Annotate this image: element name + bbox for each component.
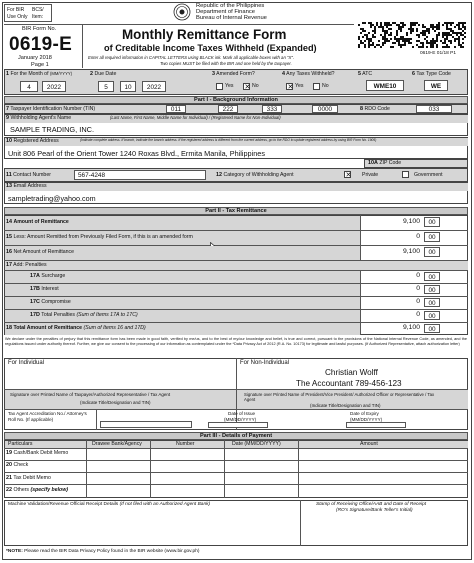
agent-name-note: (Last Name, First Name, Middle Name for Individual) / (Registered Name for Non-Individual) <box>110 115 281 120</box>
sig-ind-caption-2: (Indicate Title/Designation and TIN) <box>80 400 151 405</box>
item-10a-label: 10A ZIP Code <box>368 160 402 166</box>
form-title: Monthly Remittance Form <box>122 27 287 42</box>
for-nonindividual-label: For Non-Individual <box>240 360 290 366</box>
item-17b-label: 17B Interest <box>30 286 59 292</box>
amount-15[interactable]: 0 <box>416 233 420 240</box>
tax-type-code-field[interactable]: WE <box>424 80 448 91</box>
agency-line-1: Republic of the Philippines <box>196 3 265 9</box>
amended-yes-label: Yes <box>225 83 234 89</box>
cents-17c[interactable]: 00 <box>424 298 440 307</box>
date-issue-field[interactable] <box>208 422 268 428</box>
instruction-2: Two copies MUST be filed with the BIR and one held by the taxpayer. <box>160 61 292 66</box>
item-4-label: 4 Any Taxes Withheld? <box>282 71 335 77</box>
signer-title[interactable]: The Accountant 789-456-123 <box>296 379 402 388</box>
private-checkbox[interactable] <box>344 171 351 178</box>
item-8-label: 8 RDO Code <box>360 106 390 112</box>
p3-line-2 <box>4 460 468 461</box>
item-13-label: 13 Email Address <box>6 183 47 189</box>
amount-16[interactable]: 9,100 <box>402 248 420 255</box>
cents-17b[interactable]: 00 <box>424 285 440 294</box>
part3-title: Part III - Details of Payment <box>4 432 468 440</box>
item-5-label: 5 ATC <box>358 71 373 77</box>
item-22-label: 22 Others (specify below) <box>6 487 68 493</box>
header-particulars: Particulars <box>8 441 33 447</box>
header-drawee-bank: Drawee Bank/Agency <box>92 441 142 447</box>
item-1-label: 1 For the Month of (MM/YYYY) <box>6 71 73 77</box>
barcode-icon <box>358 22 466 48</box>
page-number: Page 1 <box>31 62 49 68</box>
year-field[interactable]: 2022 <box>42 81 66 92</box>
for-bir-label: For BIR <box>7 7 25 13</box>
address-value[interactable]: Unit 806 Pearl of the Orient Tower 1240 Roxas Blvd., Ermita Manila, Philippines <box>8 149 266 158</box>
p3-line-1 <box>4 448 468 449</box>
accreditation-field[interactable] <box>100 421 192 428</box>
due-year-field[interactable]: 2022 <box>142 81 166 92</box>
withheld-yes-label: Yes <box>295 83 304 89</box>
item-17a-label: 17A Surcharge <box>30 273 66 279</box>
stamp-label: Stamp of Receiving Office/AAB and Date of Receipt <box>316 502 427 507</box>
barcode-caption: 0619-E 01/18 P1 <box>420 51 457 56</box>
agency-line-3: Bureau of Internal Revenue <box>196 15 267 21</box>
header-vdivider <box>82 24 83 68</box>
item-17c-label: 17C Compromise <box>30 299 71 305</box>
stamp-label-2: (RO's Signature/Bank Teller's Initial) <box>336 508 413 513</box>
cents-17d[interactable]: 00 <box>424 311 440 320</box>
item-12-label: 12 Category of Withholding Agent <box>216 172 294 178</box>
private-label: Private <box>362 172 379 178</box>
cents-17a[interactable]: 00 <box>424 272 440 281</box>
header-date: Date (MM/DD/YYYY) <box>232 441 281 447</box>
for-individual-label: For Individual <box>8 360 45 366</box>
cents-16[interactable]: 00 <box>424 247 440 257</box>
item-9-label: 9 Withholding Agent's Name <box>6 115 72 121</box>
item-21-label: 21 Tax Debit Memo <box>6 475 51 481</box>
item-17d-label: 17D Total Penalties (Sum of Items 17A to 17C) <box>30 312 138 318</box>
header-divider <box>4 24 354 25</box>
email-value[interactable]: sampletrading@yahoo.com <box>8 194 96 203</box>
form-number: 0619-E <box>9 34 73 55</box>
item-19-label: 19 Cash/Bank Debit Memo <box>6 450 69 456</box>
item-2-label: 2 Due Date <box>90 71 117 77</box>
sig-line <box>4 389 468 390</box>
bir-use-box <box>4 4 52 22</box>
accr-divider <box>96 409 97 430</box>
due-month-field[interactable]: 5 <box>98 81 114 92</box>
atc-field[interactable]: WME10 <box>366 80 404 91</box>
part2-title: Part II - Tax Remittance <box>4 207 468 215</box>
accr-line <box>4 409 468 410</box>
amount-17d[interactable]: 0 <box>416 311 420 318</box>
accreditation-label: Tax Agent Accreditation No./ Attorney's Roll No. (If applicable) <box>8 411 87 422</box>
item-14-label: 14 Amount of Remittance <box>6 219 69 225</box>
amount-17a[interactable]: 0 <box>416 272 420 279</box>
date-expiry-field[interactable] <box>346 422 406 428</box>
rdo-code-field[interactable]: 033 <box>416 105 452 113</box>
withheld-no-checkbox[interactable] <box>313 83 320 90</box>
government-checkbox[interactable] <box>402 171 409 178</box>
signer-name[interactable]: Christian Wolff <box>325 368 378 377</box>
due-day-field[interactable]: 10 <box>120 81 136 92</box>
amended-no-checkbox[interactable] <box>243 83 250 90</box>
item-6-label: 6 Tax Type Code <box>412 71 451 77</box>
item-18-label: 18 Total Amount of Remittance (Sum of Items 16 and 17D) <box>6 325 146 331</box>
tin-field-1[interactable]: 011 <box>166 105 186 113</box>
date-expiry-label: Date of Expiry <box>350 411 379 416</box>
amount-18[interactable]: 9,100 <box>402 324 420 331</box>
contact-number-field[interactable]: 567-4248 <box>74 170 206 180</box>
bir-seal-icon <box>173 3 191 21</box>
cents-14[interactable]: 00 <box>424 217 440 227</box>
machine-validation-label: Machine Validation/Revenue Official Receipt Details (If not filed with an Authorized Agent Bank) <box>8 502 211 507</box>
p3-line-3 <box>4 472 468 473</box>
cents-15[interactable]: 00 <box>424 232 440 242</box>
amount-17b[interactable]: 0 <box>416 285 420 292</box>
withheld-yes-checkbox[interactable] <box>286 83 293 90</box>
tin-field-4[interactable]: 0000 <box>312 105 338 113</box>
bcs-label: BCS/ <box>32 7 44 13</box>
declaration-text: We declare under the penalties of perjury that this remittance form has been made in good faith, verified by me/us, and to the best of my/our knowledge and belief, is true and correct, pursuant to the provisions of the National Internal Revenue Code, as amended, and the regulations issued under authority thereof. Further, we give our consent to the processing of our information as contemplated under the *Data Privacy Act of 2012 (R.A. No. 10173) for legitimate and lawful purposes. (If Authorized Representative, attach authorization letter) <box>5 337 467 346</box>
withheld-no-label: No <box>322 83 329 89</box>
cents-18[interactable]: 00 <box>424 324 440 333</box>
item-10-label: 10 Registered Address <box>6 138 59 144</box>
row-17-band <box>5 261 468 270</box>
form-number-label: BIR Form No. <box>22 26 57 32</box>
address-note: (Indicate complete address. If branch, indicate the branch address. If the registered address is different from the current address, go to the RDO to update registered address by using BIR Form No. 1905) <box>80 138 377 142</box>
item-7-label: 7 Taxpayer Identification Number (TIN) <box>6 106 96 112</box>
item-20-label: 20 Check <box>6 462 29 468</box>
sig-non-caption: Signature over Printed Name of President/Vice President/ Authorized Officer or Representative / Tax Agent <box>244 392 435 403</box>
date-issue-label: Date of Issue <box>228 411 256 416</box>
footer-divider <box>300 500 301 546</box>
instruction-1: Enter all required information in CAPITAL LETTERS using BLACK ink. Mark all applicable boxes with an "X". <box>88 55 295 60</box>
item-11-label: 11 Contact Number <box>6 172 51 178</box>
privacy-note: *NOTE: Please read the BIR Data Privacy Policy found in the BIR website (www.bir.gov.ph) <box>6 549 200 554</box>
item-17-label: 17 Add: Penalties <box>6 262 47 268</box>
amount-17c[interactable]: 0 <box>416 298 420 305</box>
part1-title: Part I - Background Information <box>4 96 468 104</box>
amount-14[interactable]: 9,100 <box>402 218 420 225</box>
agent-name-value[interactable]: SAMPLE TRADING, INC. <box>10 125 95 134</box>
sig-ind-caption: Signature over Printed Name of Taxpayer/Authorized Representative / Tax Agent <box>10 392 171 397</box>
form-edition: January 2018 <box>18 55 52 61</box>
government-label: Government <box>414 172 443 178</box>
agency-line-2: Department of Finance <box>196 9 255 15</box>
form-subtitle: of Creditable Income Taxes Withheld (Expanded) <box>104 43 317 53</box>
tin-field-2[interactable]: 222 <box>218 105 238 113</box>
use-only-label: Use Only <box>7 14 28 20</box>
month-field[interactable]: 4 <box>20 81 38 92</box>
tin-field-3[interactable]: 333 <box>262 105 282 113</box>
date-issue-format: (MM/DD/YYYY) <box>224 417 257 422</box>
item-15-label: 15 Less: Amount Remitted from Previously Filed Form, if this is an amended form <box>6 234 193 240</box>
sig-non-caption-2: (Indicate Title/Designation and TIN) <box>310 403 381 408</box>
item-16-label: 16 Net Amount of Remittance <box>6 249 75 255</box>
p3-line-4 <box>4 484 468 485</box>
header-amount: Amount <box>360 441 378 447</box>
date-expiry-format: (MM/DD/YYYY) <box>350 417 383 422</box>
item-label: Item: <box>32 14 44 20</box>
row-13-label-band <box>5 183 468 191</box>
item-3-label: 3 Amended Form? <box>212 71 255 77</box>
amended-no-label: No <box>252 83 259 89</box>
amended-yes-checkbox[interactable] <box>216 83 223 90</box>
header-number: Number <box>176 441 195 447</box>
